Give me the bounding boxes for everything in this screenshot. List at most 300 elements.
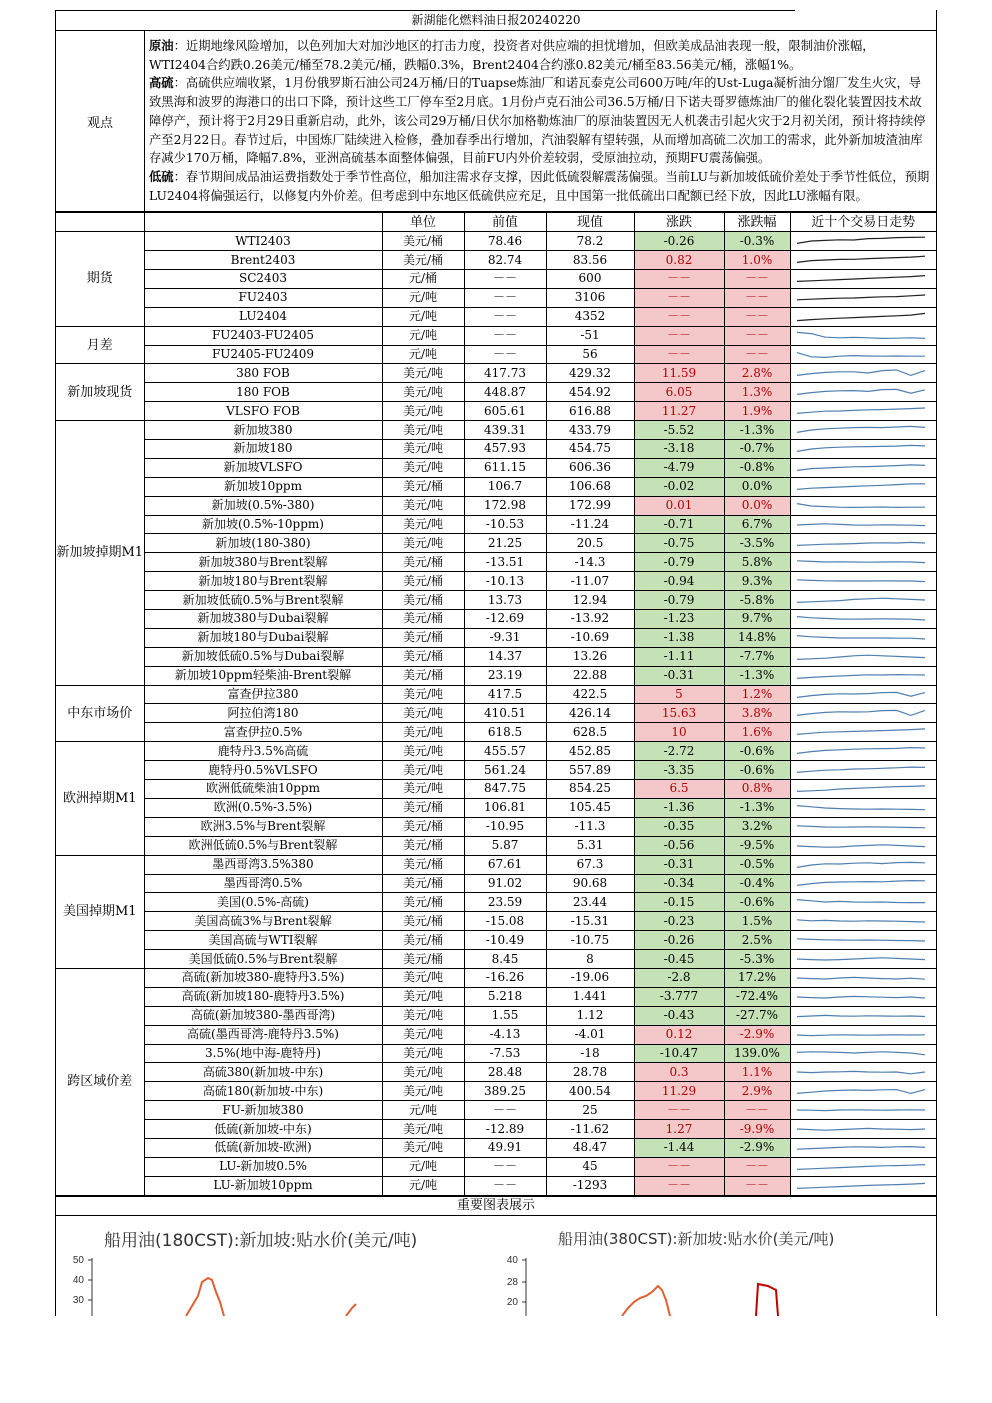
sparkline-path xyxy=(797,352,925,357)
sparkline-path xyxy=(797,426,925,432)
item-sparkline xyxy=(790,1176,936,1195)
item-pct: 5.8% xyxy=(724,553,790,572)
sparkline-svg xyxy=(791,913,931,929)
table-row xyxy=(56,591,936,610)
item-name: 新加坡380与Dubai裂解 xyxy=(144,610,382,629)
sparkline-svg xyxy=(791,668,931,684)
item-pct: -0.4% xyxy=(724,874,790,893)
sparkline-path xyxy=(797,445,925,451)
item-unit: 美元/吨 xyxy=(382,742,464,761)
sparkline-svg xyxy=(791,743,931,759)
item-name: 富查伊拉380 xyxy=(144,685,382,704)
item-sparkline xyxy=(790,515,936,534)
item-pct: -1.3% xyxy=(724,421,790,440)
item-cur: -11.07 xyxy=(546,572,634,591)
chart-380-tick-label-0: 40 xyxy=(506,1254,518,1266)
item-unit: 美元/吨 xyxy=(382,515,464,534)
item-prev: 439.31 xyxy=(464,421,546,440)
item-sparkline xyxy=(790,874,936,893)
sparkline-svg xyxy=(791,630,931,646)
sparkline-svg xyxy=(791,1083,931,1099)
item-pct: -72.4% xyxy=(724,987,790,1006)
category-cell: 跨区域价差 xyxy=(56,968,144,1195)
item-chg: -0.34 xyxy=(634,874,724,893)
sparkline-svg xyxy=(791,932,931,948)
table-row xyxy=(56,496,936,515)
chart-380-tick-label-1: 28 xyxy=(506,1276,518,1288)
item-prev: 67.61 xyxy=(464,855,546,874)
item-prev: -16.26 xyxy=(464,968,546,987)
sparkline-path xyxy=(797,881,925,886)
item-sparkline xyxy=(790,780,936,799)
item-name: 低硫(新加坡-中东) xyxy=(144,1120,382,1139)
header-unit: 单位 xyxy=(382,213,464,232)
item-pct: 1.5% xyxy=(724,912,790,931)
item-cur: 48.47 xyxy=(546,1138,634,1157)
item-unit: 元/桶 xyxy=(382,270,464,289)
item-pct: －－ xyxy=(724,1176,790,1195)
item-pct: －－ xyxy=(724,288,790,307)
item-prev: 618.5 xyxy=(464,723,546,742)
item-chg: 10 xyxy=(634,723,724,742)
item-chg: －－ xyxy=(634,307,724,326)
item-pct: -0.7% xyxy=(724,440,790,459)
item-sparkline xyxy=(790,251,936,270)
view-lsfo xyxy=(149,168,930,205)
table-row xyxy=(56,232,936,251)
view-section xyxy=(56,31,936,212)
view-lsfo-head: 低硫 xyxy=(149,169,174,184)
item-prev: 21.25 xyxy=(464,534,546,553)
item-sparkline xyxy=(790,288,936,307)
item-name: 高硫(新加坡180-鹿特丹3.5%) xyxy=(144,987,382,1006)
item-cur: 606.36 xyxy=(546,458,634,477)
item-name: VLSFO FOB xyxy=(144,402,382,421)
item-chg: -10.47 xyxy=(634,1044,724,1063)
item-name: 鹿特丹3.5%高硫 xyxy=(144,742,382,761)
item-unit: 美元/桶 xyxy=(382,874,464,893)
item-pct: 3.2% xyxy=(724,817,790,836)
item-cur: -18 xyxy=(546,1044,634,1063)
table-row xyxy=(56,307,936,326)
table-row xyxy=(56,798,936,817)
item-cur: 426.14 xyxy=(546,704,634,723)
sparkline-svg xyxy=(791,498,931,514)
item-chg: 11.29 xyxy=(634,1082,724,1101)
item-chg: 0.12 xyxy=(634,1025,724,1044)
item-unit: 美元/吨 xyxy=(382,364,464,383)
item-unit: 美元/桶 xyxy=(382,931,464,950)
table-row xyxy=(56,572,936,591)
item-prev: 23.59 xyxy=(464,893,546,912)
item-pct: 2.8% xyxy=(724,364,790,383)
item-cur: 4352 xyxy=(546,307,634,326)
item-cur: 12.94 xyxy=(546,591,634,610)
item-unit: 美元/吨 xyxy=(382,534,464,553)
item-prev: －－ xyxy=(464,1101,546,1120)
item-unit: 美元/吨 xyxy=(382,1044,464,1063)
sparkline-svg xyxy=(791,384,931,400)
item-pct: －－ xyxy=(724,326,790,345)
charts-svg xyxy=(56,1216,936,1316)
item-pct: 2.5% xyxy=(724,931,790,950)
item-sparkline xyxy=(790,647,936,666)
item-chg: 0.82 xyxy=(634,251,724,270)
table-row xyxy=(56,515,936,534)
item-pct: －－ xyxy=(724,307,790,326)
item-chg: -5.52 xyxy=(634,421,724,440)
item-pct: 0.0% xyxy=(724,477,790,496)
item-sparkline xyxy=(790,553,936,572)
item-chg: －－ xyxy=(634,270,724,289)
item-chg: -0.45 xyxy=(634,950,724,969)
sparkline-svg xyxy=(791,441,931,457)
sparkline-path xyxy=(797,370,925,375)
item-pct: －－ xyxy=(724,345,790,364)
item-name: 新加坡低硫0.5%与Dubai裂解 xyxy=(144,647,382,666)
table-row xyxy=(56,326,936,345)
item-sparkline xyxy=(790,440,936,459)
item-unit: 美元/吨 xyxy=(382,458,464,477)
item-cur: 600 xyxy=(546,270,634,289)
item-unit: 美元/吨 xyxy=(382,968,464,987)
item-prev: 8.45 xyxy=(464,950,546,969)
item-sparkline xyxy=(790,685,936,704)
sparkline-path xyxy=(797,826,925,828)
table-row xyxy=(56,628,936,647)
sparkline-path xyxy=(797,408,925,413)
item-prev: 106.81 xyxy=(464,798,546,817)
item-chg: -4.79 xyxy=(634,458,724,477)
sparkline-path xyxy=(797,1072,925,1074)
item-unit: 美元/桶 xyxy=(382,798,464,817)
category-cell: 美国掉期M1 xyxy=(56,855,144,968)
item-sparkline xyxy=(790,666,936,685)
item-pct: -0.6% xyxy=(724,761,790,780)
item-prev: 13.73 xyxy=(464,591,546,610)
item-sparkline xyxy=(790,817,936,836)
item-cur: -10.75 xyxy=(546,931,634,950)
report-sheet xyxy=(55,10,937,1316)
item-pct: -0.6% xyxy=(724,742,790,761)
item-prev: －－ xyxy=(464,1157,546,1176)
item-cur: -10.69 xyxy=(546,628,634,647)
item-name: 高硫(新加坡380-墨西哥湾) xyxy=(144,1006,382,1025)
item-name: 380 FOB xyxy=(144,364,382,383)
chart-380-line xyxy=(622,1286,670,1316)
item-chg: -0.79 xyxy=(634,553,724,572)
item-pct: -0.6% xyxy=(724,893,790,912)
item-unit: 美元/吨 xyxy=(382,685,464,704)
header-cur: 现值 xyxy=(546,213,634,232)
item-unit: 美元/桶 xyxy=(382,251,464,270)
item-sparkline xyxy=(790,628,936,647)
sparkline-svg xyxy=(791,271,931,287)
item-cur: -19.06 xyxy=(546,968,634,987)
sparkline-path xyxy=(797,484,925,490)
item-cur: -1293 xyxy=(546,1176,634,1195)
sparkline-svg xyxy=(791,951,931,967)
item-prev: －－ xyxy=(464,307,546,326)
sparkline-svg xyxy=(791,1027,931,1043)
item-name: 180 FOB xyxy=(144,383,382,402)
item-chg: 11.59 xyxy=(634,364,724,383)
sparkline-svg xyxy=(791,894,931,910)
item-chg: -1.36 xyxy=(634,798,724,817)
item-chg: -0.56 xyxy=(634,836,724,855)
item-chg: -0.94 xyxy=(634,572,724,591)
item-pct: 0.0% xyxy=(724,496,790,515)
item-unit: 美元/桶 xyxy=(382,572,464,591)
item-prev: 455.57 xyxy=(464,742,546,761)
sparkline-svg xyxy=(791,252,931,268)
item-unit: 美元/桶 xyxy=(382,855,464,874)
item-chg: －－ xyxy=(634,288,724,307)
item-pct: 1.6% xyxy=(724,723,790,742)
item-chg: -2.72 xyxy=(634,742,724,761)
table-row xyxy=(56,421,936,440)
category-cell: 月差 xyxy=(56,326,144,364)
item-sparkline xyxy=(790,1101,936,1120)
sparkline-svg xyxy=(791,1008,931,1024)
item-sparkline xyxy=(790,742,936,761)
item-pct: 0.8% xyxy=(724,780,790,799)
item-sparkline xyxy=(790,534,936,553)
item-chg: －－ xyxy=(634,345,724,364)
sparkline-path xyxy=(797,1128,925,1130)
item-cur: 1.441 xyxy=(546,987,634,1006)
item-chg: -3.35 xyxy=(634,761,724,780)
item-unit: 美元/吨 xyxy=(382,1082,464,1101)
item-prev: 106.7 xyxy=(464,477,546,496)
table-row xyxy=(56,836,936,855)
item-name: 高硫(新加坡380-鹿特丹3.5%) xyxy=(144,968,382,987)
item-cur: 45 xyxy=(546,1157,634,1176)
item-unit: 美元/吨 xyxy=(382,780,464,799)
sparkline-path xyxy=(797,767,925,772)
item-sparkline xyxy=(790,496,936,515)
item-chg: -0.79 xyxy=(634,591,724,610)
header-pct: 涨跌幅 xyxy=(724,213,790,232)
header-category xyxy=(56,213,144,232)
view-crude xyxy=(149,37,930,74)
table-row xyxy=(56,402,936,421)
sparkline-svg xyxy=(791,875,931,891)
table-row xyxy=(56,931,936,950)
item-name: 鹿特丹0.5%VLSFO xyxy=(144,761,382,780)
item-cur: 557.89 xyxy=(546,761,634,780)
sparkline-svg xyxy=(791,611,931,627)
sparkline-path xyxy=(797,503,925,507)
chart-180-line-2 xyxy=(346,1304,356,1316)
item-unit: 美元/吨 xyxy=(382,704,464,723)
sparkline-svg xyxy=(791,479,931,495)
item-cur: 429.32 xyxy=(546,364,634,383)
item-name: WTI2403 xyxy=(144,232,382,251)
item-chg: -2.8 xyxy=(634,968,724,987)
item-name: 富查伊拉0.5% xyxy=(144,723,382,742)
table-row xyxy=(56,345,936,364)
item-name: FU2405-FU2409 xyxy=(144,345,382,364)
table-header xyxy=(56,213,936,232)
table-row xyxy=(56,364,936,383)
item-name: 新加坡180与Dubai裂解 xyxy=(144,628,382,647)
item-name: 新加坡380 xyxy=(144,421,382,440)
chart-180-tick-label-2: 30 xyxy=(72,1294,84,1306)
item-prev: 23.19 xyxy=(464,666,546,685)
item-chg: -1.38 xyxy=(634,628,724,647)
item-prev: 28.48 xyxy=(464,1063,546,1082)
item-sparkline xyxy=(790,798,936,817)
item-cur: 1.12 xyxy=(546,1006,634,1025)
sparkline-svg xyxy=(791,989,931,1005)
sparkline-svg xyxy=(791,1121,931,1137)
item-prev: 5.218 xyxy=(464,987,546,1006)
sparkline-path xyxy=(797,1164,925,1169)
table-row xyxy=(56,780,936,799)
item-chg: －－ xyxy=(634,326,724,345)
item-unit: 元/吨 xyxy=(382,288,464,307)
view-lsfo-text: ：春节期间成品油运费指数处于季节性高位，船加注需求存支撑，因此低硫裂解震荡偏强。当前LU与新加坡低硫价差处于季节性低位，预期LU2404将偏强运行，以修复内外价差。但考虑到中东地区低硫供应充足，且中国第一批低硫出口配额已经下放，因此LU涨幅有限。 xyxy=(149,169,930,203)
table-row xyxy=(56,647,936,666)
sparkline-path xyxy=(797,748,925,754)
item-prev: 5.87 xyxy=(464,836,546,855)
item-prev: －－ xyxy=(464,345,546,364)
table-row xyxy=(56,1006,936,1025)
item-prev: 457.93 xyxy=(464,440,546,459)
item-cur: 23.44 xyxy=(546,893,634,912)
item-sparkline xyxy=(790,610,936,629)
item-unit: 美元/桶 xyxy=(382,591,464,610)
item-unit: 元/吨 xyxy=(382,1101,464,1120)
item-cur: 83.56 xyxy=(546,251,634,270)
item-unit: 美元/桶 xyxy=(382,628,464,647)
item-prev: 172.98 xyxy=(464,496,546,515)
sparkline-svg xyxy=(791,819,931,835)
item-chg: 0.01 xyxy=(634,496,724,515)
item-chg: 11.27 xyxy=(634,402,724,421)
item-cur: 616.88 xyxy=(546,402,634,421)
item-name: LU2404 xyxy=(144,307,382,326)
item-unit: 美元/桶 xyxy=(382,647,464,666)
sparkline-svg xyxy=(791,1159,931,1175)
item-prev: 448.87 xyxy=(464,383,546,402)
item-pct: －－ xyxy=(724,270,790,289)
item-chg: -0.02 xyxy=(634,477,724,496)
table-row xyxy=(56,270,936,289)
sparkline-svg xyxy=(791,347,931,363)
item-sparkline xyxy=(790,572,936,591)
item-pct: -7.7% xyxy=(724,647,790,666)
sparkline-path xyxy=(797,939,925,941)
item-pct: 2.9% xyxy=(724,1082,790,1101)
item-cur: 172.99 xyxy=(546,496,634,515)
sparkline-path xyxy=(797,1034,925,1035)
view-body xyxy=(145,31,936,211)
category-cell: 中东市场价 xyxy=(56,685,144,742)
item-chg: 15.63 xyxy=(634,704,724,723)
item-cur: -11.24 xyxy=(546,515,634,534)
item-unit: 元/吨 xyxy=(382,1157,464,1176)
item-cur: 25 xyxy=(546,1101,634,1120)
sparkline-path xyxy=(797,561,925,563)
sparkline-path xyxy=(797,1015,925,1016)
table-row xyxy=(56,742,936,761)
table-row xyxy=(56,723,936,742)
table-row xyxy=(56,534,936,553)
item-cur: 20.5 xyxy=(546,534,634,553)
item-prev: -10.95 xyxy=(464,817,546,836)
sparkline-path xyxy=(797,844,925,846)
item-pct: -1.3% xyxy=(724,666,790,685)
item-name: 新加坡(180-380) xyxy=(144,534,382,553)
item-name: Brent2403 xyxy=(144,251,382,270)
item-chg: －－ xyxy=(634,1157,724,1176)
sparkline-path xyxy=(797,580,925,582)
item-sparkline xyxy=(790,912,936,931)
item-sparkline xyxy=(790,704,936,723)
item-name: 美国低硫0.5%与Brent裂解 xyxy=(144,950,382,969)
item-sparkline xyxy=(790,950,936,969)
item-chg: -0.75 xyxy=(634,534,724,553)
item-prev: －－ xyxy=(464,326,546,345)
sparkline-svg xyxy=(791,233,931,249)
table-row xyxy=(56,855,936,874)
sparkline-path xyxy=(797,1147,925,1150)
item-name: 欧洲低硫0.5%与Brent裂解 xyxy=(144,836,382,855)
table-row xyxy=(56,685,936,704)
sparkline-svg xyxy=(791,781,931,797)
item-name: 美国(0.5%-高硫) xyxy=(144,893,382,912)
item-name: 欧洲3.5%与Brent裂解 xyxy=(144,817,382,836)
sparkline-path xyxy=(797,635,925,638)
sparkline-path xyxy=(797,598,925,602)
table-row xyxy=(56,987,936,1006)
item-pct: 1.3% xyxy=(724,383,790,402)
table-row xyxy=(56,610,936,629)
item-sparkline xyxy=(790,270,936,289)
item-name: LU-新加坡0.5% xyxy=(144,1157,382,1176)
item-name: 欧洲(0.5%-3.5%) xyxy=(144,798,382,817)
sparkline-svg xyxy=(791,970,931,986)
item-prev: 417.73 xyxy=(464,364,546,383)
item-pct: -5.8% xyxy=(724,591,790,610)
item-prev: 82.74 xyxy=(464,251,546,270)
sparkline-svg xyxy=(791,762,931,778)
item-pct: -0.3% xyxy=(724,232,790,251)
item-unit: 美元/吨 xyxy=(382,440,464,459)
item-cur: -11.62 xyxy=(546,1120,634,1139)
item-prev: 605.61 xyxy=(464,402,546,421)
table-row xyxy=(56,704,936,723)
item-cur: 400.54 xyxy=(546,1082,634,1101)
item-sparkline xyxy=(790,723,936,742)
item-prev: －－ xyxy=(464,270,546,289)
item-pct: -5.3% xyxy=(724,950,790,969)
item-pct: 1.9% xyxy=(724,402,790,421)
sparkline-path xyxy=(797,617,925,620)
item-cur: 433.79 xyxy=(546,421,634,440)
item-prev: 847.75 xyxy=(464,780,546,799)
sparkline-path xyxy=(797,543,925,546)
table-row xyxy=(56,288,936,307)
item-name: 新加坡低硫0.5%与Brent裂解 xyxy=(144,591,382,610)
item-chg: －－ xyxy=(634,1101,724,1120)
table-row xyxy=(56,912,936,931)
item-name: 高硫180(新加坡-中东) xyxy=(144,1082,382,1101)
item-unit: 元/吨 xyxy=(382,1176,464,1195)
item-sparkline xyxy=(790,383,936,402)
